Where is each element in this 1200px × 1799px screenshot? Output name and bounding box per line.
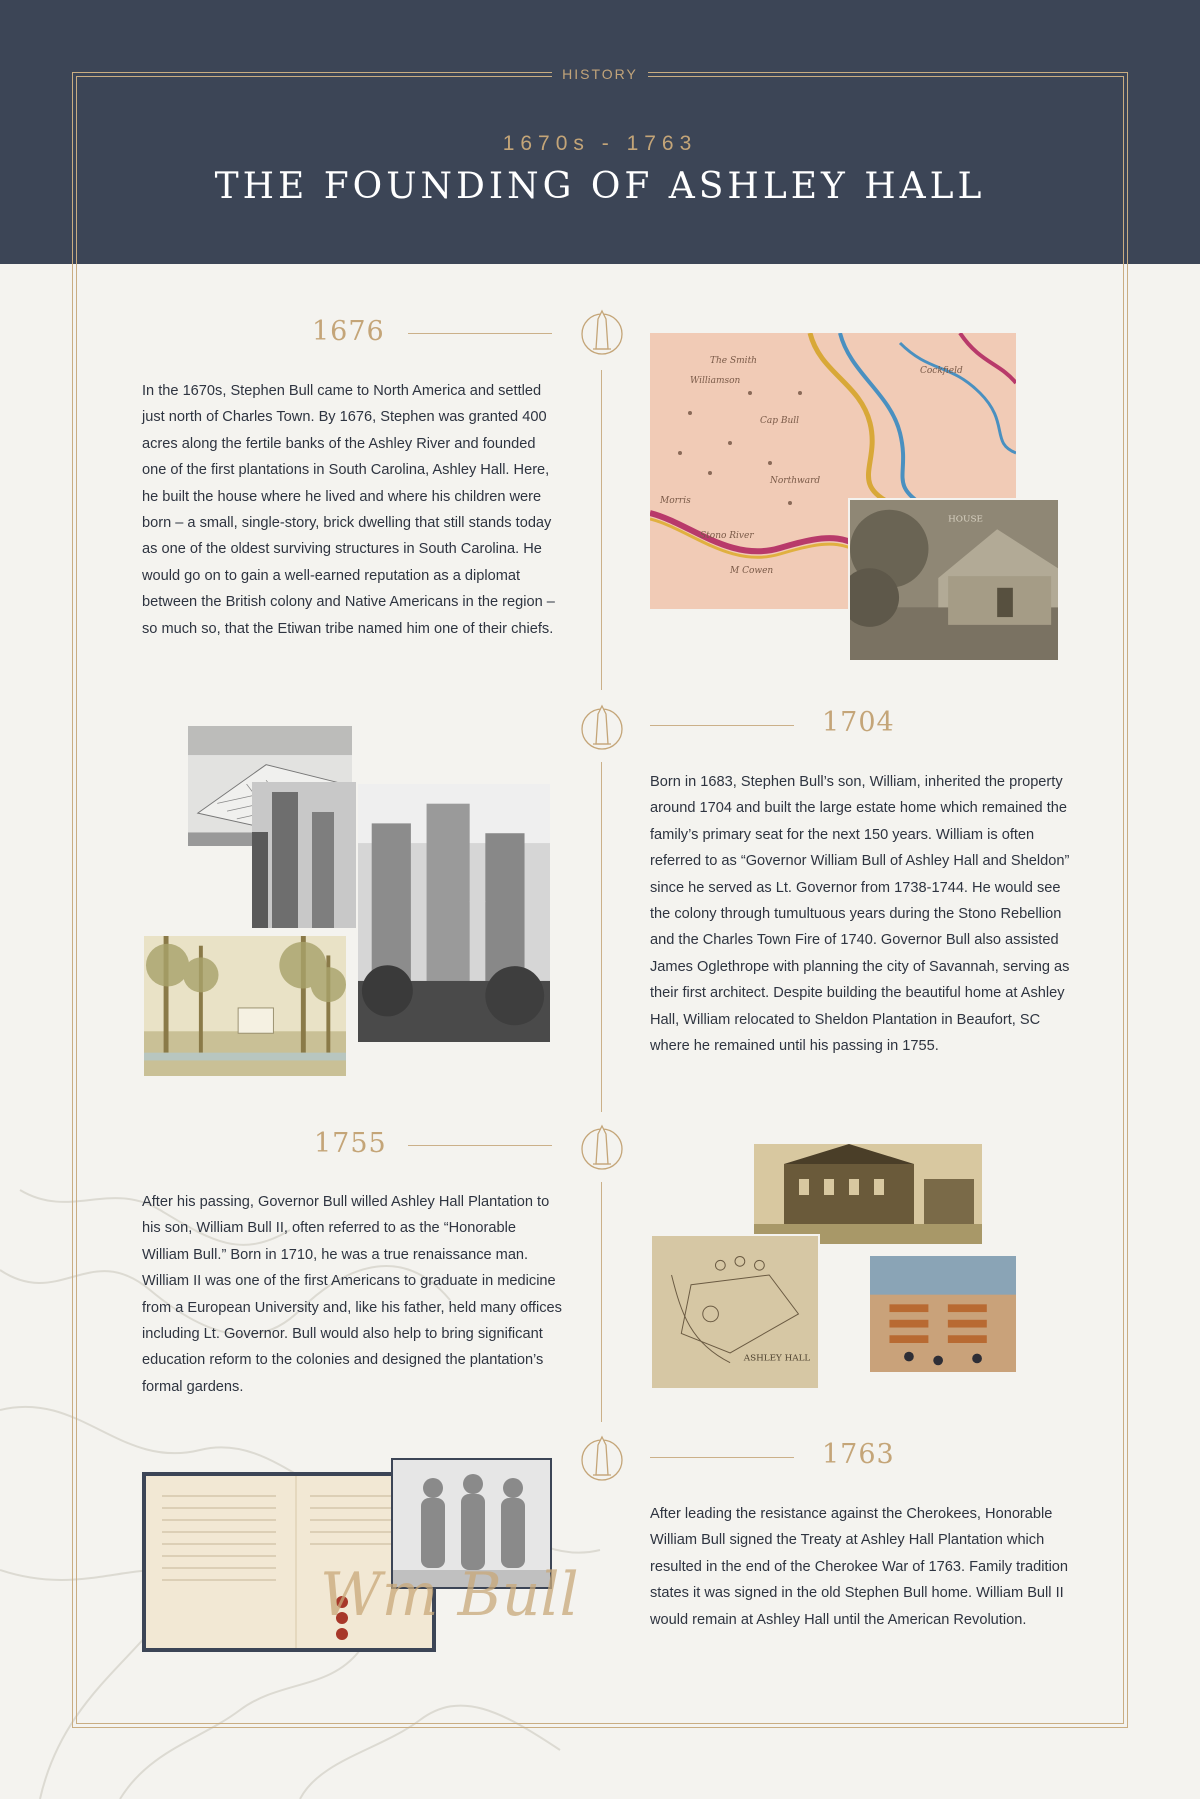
obelisk-icon [579,1122,625,1172]
section-label: HISTORY [552,62,648,86]
estate-painting-image [142,934,348,1078]
svg-text:Williamson: Williamson [690,376,741,386]
paragraph-1763: After leading the resistance against the Cherokees, Honorable William Bull signed the Treaty at Ashley Hall Plantation which resulted in the end of the Cherokee War of 1763. Family tradition states it was signed in the old Stephen Bull home. William Bull II would remain at Ashley Hall until the American Revolution. [650,1506,1069,1628]
svg-text:Northward: Northward [770,476,821,486]
year-heading-1676: 1676 [312,316,385,347]
timeline-line [601,762,602,1112]
svg-text:Morris: Morris [660,496,691,506]
obelisk-icon [579,702,625,752]
year-rule [650,1457,794,1458]
signature-overlay: Wm Bull [320,1560,579,1630]
svg-text:M Cowen: M Cowen [730,566,774,576]
svg-text:The Smith: The Smith [710,356,757,366]
photo-caption-watermark: HOUSE [948,514,983,525]
brick-dwelling-photo [848,498,1060,662]
timeline-line [601,1182,602,1422]
svg-text:Cockfield: Cockfield [920,366,963,376]
church-ruins-photo [356,782,552,1044]
svg-text:Stono River: Stono River [700,531,754,541]
svg-text:Cap Bull: Cap Bull [760,416,800,426]
paragraph-1704: Born in 1683, Stephen Bull’s son, William, inherited the property around 1704 and built the large estate home which remained the family’s primary seat for the next 150 years. William is often referred to as “Governor William Bull of Ashley Hall and Sheldon” since he served as Lt. Governor from 1738-1744. He would see the colony through tumultuous years during the Stono Rebellion and the Charles Town Fire of 1740. Governor Bull also assisted James Oglethrope with planning the city of Savannah, serving as their first architect. Despite building the beautiful home at Ashley Hall, William relocated to Sheldon Plantation in Beaufort, SC where he remained until his passing in 1755. [650,774,1070,1055]
year-rule [650,725,794,726]
year-heading-1755: 1755 [314,1128,387,1159]
page-title: THE FOUNDING OF ASHLEY HALL [214,166,986,207]
university-engraving-image [754,1144,982,1244]
timeline-line [601,370,602,690]
obelisk-icon [579,1433,625,1483]
garden-plan-image [650,1234,820,1390]
year-rule [408,333,552,334]
paragraph-1755: After his passing, Governor Bull willed Ashley Hall Plantation to his son, William Bull II, often referred to as the “Honorable William Bull.” Born in 1710, he was a true renaissance man. William II was one of the first Americans to graduate in medicine from a European University and, like his father, held many offices including Lt. Governor. Bull would also help to bring significant education reform to the colonies and designed the plantation’s formal gardens. [142,1194,562,1395]
year-heading-1704: 1704 [822,707,895,738]
year-heading-1763: 1763 [822,1439,895,1470]
classroom-engraving-image [868,1254,1018,1374]
year-rule [408,1145,552,1146]
plan-label: ASHLEY HALL [743,1353,811,1364]
paragraph-1676: In the 1670s, Stephen Bull came to North America and settled just north of Charles Town. By 1676, Stephen was granted 400 acres along the fertile banks of the Ashley River and founded one of the first plantations in South Carolina, Ashley Hall. Here, he built the house where he lived and where his children were born – a small, single-story, brick dwelling that still stands today as one of the oldest surviving structures in South Carolina. He would go on to gain a well-earned reputation as a diplomat between the British colony and Native Americans in the region – so much so, that the Etiwan tribe named him one of their chiefs. [142,383,555,637]
era-years: 1670s - 1763 [502,132,698,155]
obelisk-icon [579,307,625,357]
